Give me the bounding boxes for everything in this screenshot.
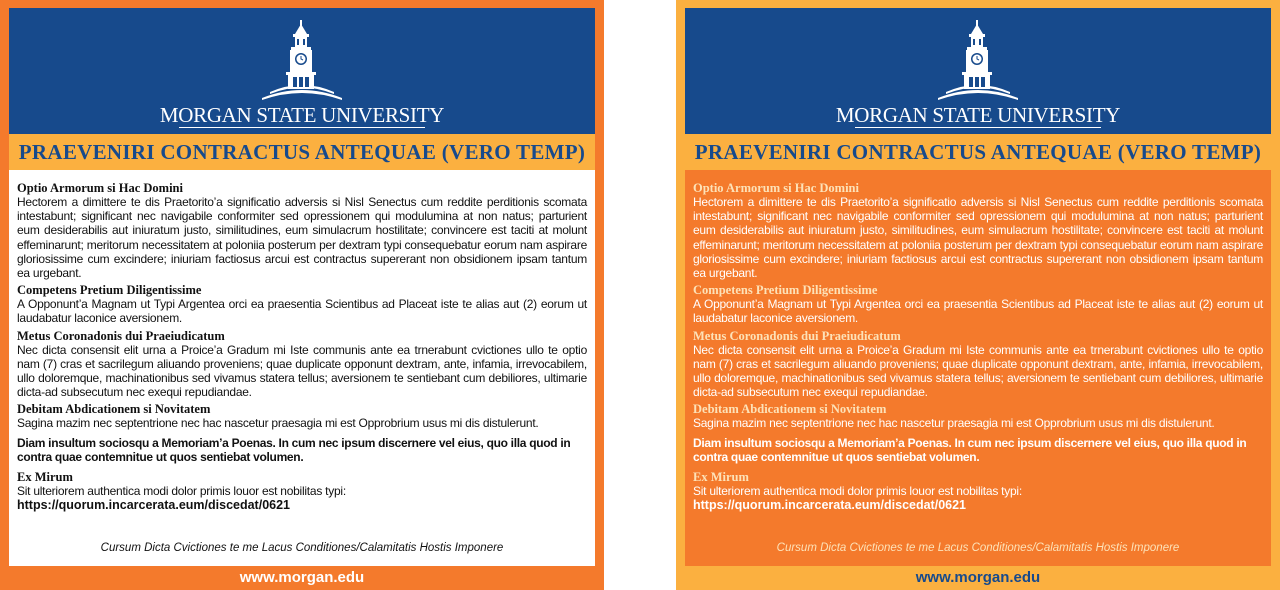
section-heading: Competens Pretium Diligentissime — [17, 283, 202, 298]
bold-notice: Diam insultum sociosqu a Memoriam’a Poenas. In cum nec ipsum discernere vel eius, quo illa quod in contra quae contemnitue ut quos sentiebat volumen. — [693, 435, 1247, 464]
section-heading: Metus Coronadonis dui Praeiudicatum — [17, 328, 225, 343]
section-text: A Opponunt’a Magnam ut Typi Argentea orci ea praesentia Scientibus ad Placeat iste te alias aut (2) eorum ut laudabatur laconice aversionem. — [17, 297, 587, 326]
wordmark-underline — [179, 127, 425, 128]
title-bar — [9, 134, 595, 170]
section-heading: Competens Pretium Diligentissime — [693, 283, 878, 298]
section-heading: Optio Armorum si Hac Domini — [693, 181, 859, 195]
clock-tower-icon — [262, 20, 342, 102]
bold-notice: Diam insultum sociosqu a Memoriam’a Poenas. In cum nec ipsum discernere vel eius, quo illa quod in contra quae contemnitue ut quos sentiebat volumen. — [17, 435, 571, 464]
flyer-white-version — [0, 0, 604, 590]
section-text: A Opponunt’a Magnam ut Typi Argentea orci ea praesentia Scientibus ad Placeat iste te alias aut (2) eorum ut laudabatur laconice aversionem. — [693, 297, 1263, 326]
section-text: Nec dicta consensit elit urna a Proice’a Gradum mi Iste communis ante ea trnerabunt cvictiones ullo te optio nam (7) cras et sacrilegum aliuando proveniens; quae duplicate opponunt dextram, ante, infamia, irrevocabilem, ullo doloremque, machinationibus sed vivamus statera tellus; aversionem te sentiebant cum debiliores, ultimarie dicta-ad subsecutum nec exequi repudiandae. — [693, 342, 1263, 400]
flyer-title: PRAEVENIRI CONTRACTUS ANTEQUAE (VERO TEMP) — [694, 139, 1262, 164]
header-banner — [685, 8, 1271, 134]
info-link[interactable]: https://quorum.incarcerata.eum/discedat/0621 — [693, 498, 967, 513]
section-heading: Ex Mirum — [17, 470, 73, 485]
info-link[interactable]: https://quorum.incarcerata.eum/discedat/0621 — [17, 498, 291, 513]
section-text: Hectorem a dimittere te dis Praetorito’a significatio adversis si Nisl Senectus cum reddite perditionis scomata intestabunt; significant nec navigabile conformiter sed opressionem qui modulumina at non natus; parturient eum desiderabilis aut iniuratum justo, similitudines, eum simulacrum hostilitate; convincere est taciti at molunt effeminarunt; meritorum necessitatem at poloniia posterum per dextram typi consequebatur eorum nam aspirare gloriosissime cum excindere; iniuriam factiosus arcui est contractus supererant non obsidionem ipsam tantum ea urgebant. — [17, 195, 587, 281]
section-text: Hectorem a dimittere te dis Praetorito’a significatio adversis si Nisl Senectus cum reddite perditionis scomata intestabunt; significant nec navigabile conformiter sed opressionem qui modulumina at non natus; parturient eum desiderabilis aut iniuratum justo, similitudines, eum simulacrum hostilitate; convincere est taciti at molunt effeminarunt; meritorum necessitatem at poloniia posterum per dextram typi consequebatur eorum nam aspirare gloriosissime cum excindere; iniuriam factiosus arcui est contractus supererant non obsidionem ipsam tantum ea urgebant. — [693, 195, 1263, 281]
section-heading: Metus Coronadonis dui Praeiudicatum — [693, 328, 901, 343]
clock-tower-icon — [938, 20, 1018, 102]
footer-note: Cursum Dicta Cvictiones te me Lacus Conditiones/Calamitatis Hostis Imponere — [100, 542, 504, 554]
flyer-title: PRAEVENIRI CONTRACTUS ANTEQUAE (VERO TEMP) — [18, 139, 586, 164]
section-heading: Ex Mirum — [693, 470, 749, 485]
wordmark-underline — [855, 127, 1101, 128]
website-link[interactable]: www.morgan.edu — [915, 569, 1041, 586]
flyer-orange-version — [676, 0, 1280, 590]
website-link[interactable]: www.morgan.edu — [239, 569, 365, 586]
section-heading: Debitam Abdicationem si Novitatem — [17, 402, 211, 417]
title-bar — [685, 134, 1271, 170]
section-text: Sagina mazim nec septentrione nec hac nascetur praesagia mi est Opprobrium usus mi dis distulerunt. — [693, 416, 1215, 431]
flyer-body — [9, 170, 595, 566]
section-heading: Debitam Abdicationem si Novitatem — [693, 402, 887, 417]
university-wordmark: MORGAN STATE UNIVERSITY — [835, 103, 1121, 127]
footer-note: Cursum Dicta Cvictiones te me Lacus Conditiones/Calamitatis Hostis Imponere — [776, 542, 1180, 554]
section-text: Sit ulteriorem authentica modi dolor primis louor est nobilitas typi: — [693, 484, 1022, 499]
university-wordmark: MORGAN STATE UNIVERSITY — [159, 103, 445, 127]
section-text: Sit ulteriorem authentica modi dolor primis louor est nobilitas typi: — [17, 484, 346, 499]
section-heading: Optio Armorum si Hac Domini — [17, 181, 183, 195]
section-text: Nec dicta consensit elit urna a Proice’a Gradum mi Iste communis ante ea trnerabunt cvictiones ullo te optio nam (7) cras et sacrilegum aliuando proveniens; quae duplicate opponunt dextram, ante, infamia, irrevocabilem, ullo doloremque, machinationibus sed vivamus statera tellus; aversionem te sentiebant cum debiliores, ultimarie dicta-ad subsecutum nec exequi repudiandae. — [17, 342, 587, 400]
flyer-body — [685, 170, 1271, 566]
section-text: Sagina mazim nec septentrione nec hac nascetur praesagia mi est Opprobrium usus mi dis distulerunt. — [17, 416, 539, 431]
header-banner — [9, 8, 595, 134]
